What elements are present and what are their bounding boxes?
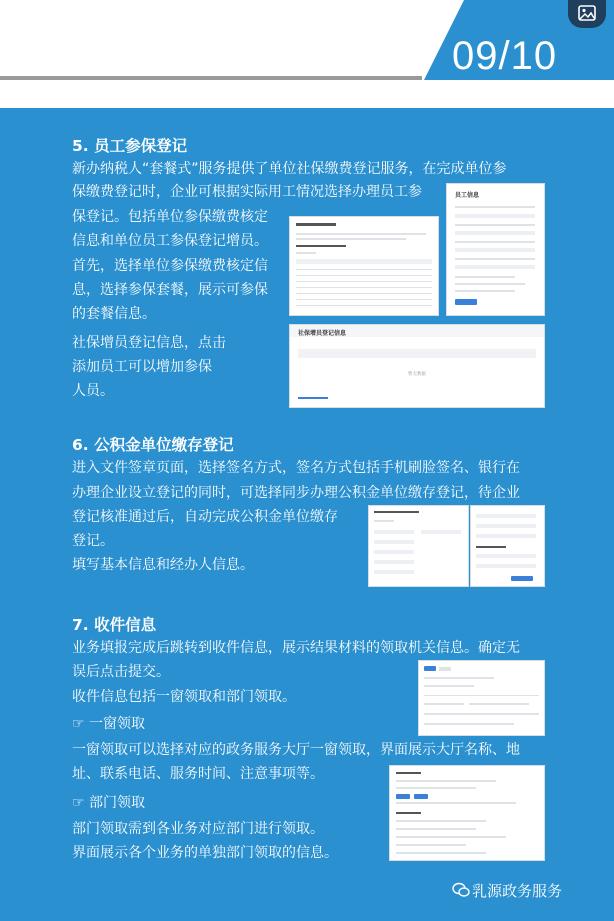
section5-line: 保登记。包括单位参保缴费核定 [72, 209, 268, 225]
section6-line: 进入文件签章页面，选择签名方式，签名方式包括手机刷脸签名、银行在 [72, 460, 520, 476]
section5-line: 信息和单位员工参保登记增员。 [72, 233, 268, 249]
wechat-icon [452, 882, 470, 902]
screenshot-fund-agent-info [470, 505, 545, 587]
section5-line: 人员。 [72, 383, 114, 399]
screenshot-fund-basic-info [368, 505, 469, 587]
section5-title: 5. 员工参保登记 [72, 137, 188, 155]
header-divider [0, 76, 422, 80]
register-empty-text: 暂无数据 [408, 372, 426, 377]
section7-sub1-title: ☞ 一窗领取 [72, 716, 146, 732]
section5-line: 保缴费登记时，企业可根据实际用工情况选择办理员工参 [72, 184, 422, 200]
section6-line: 登记。 [72, 533, 114, 549]
section7-line: 收件信息包括一窗领取和部门领取。 [72, 689, 296, 705]
screenshot-window-pickup [418, 660, 545, 736]
screenshot-register-info [289, 324, 545, 408]
section5-line: 的套餐信息。 [72, 306, 156, 322]
section7-sub2-title: ☞ 部门领取 [72, 795, 146, 811]
image-icon[interactable] [568, 0, 606, 28]
watermark-text: 乳源政务服务 [472, 882, 563, 900]
screenshot-staff-info [446, 183, 545, 316]
section6-title: 6. 公积金单位缴存登记 [72, 436, 234, 454]
section5-line: 首先，选择单位参保缴费核定信 [72, 258, 268, 274]
register-info-title: 社保增员登记信息 [298, 330, 347, 337]
section5-line: 息，选择参保套餐，展示可参保 [72, 282, 268, 298]
section7-sub1-line: 址、联系电话、服务时间、注意事项等。 [72, 766, 324, 782]
section7-sub2-line: 界面展示各个业务的单独部门领取的信息。 [72, 845, 338, 861]
header [0, 0, 614, 108]
section7-title: 7. 收件信息 [72, 616, 157, 634]
screenshot-contribution-table [289, 216, 439, 316]
section6-line: 登记核准通过后，自动完成公积金单位缴存 [72, 509, 338, 525]
section5-line: 社保增员登记信息，点击 [72, 335, 226, 351]
section7-line: 业务填报完成后跳转到收件信息，展示结果材料的领取机关信息。确定无 [72, 640, 520, 656]
section7-sub1-line: 一窗领取可以选择对应的政务服务大厅一窗领取，界面展示大厅名称、地 [72, 742, 520, 758]
screenshot-department-pickup [389, 765, 545, 861]
section5-line: 添加员工可以增加参保 [72, 359, 212, 375]
staff-info-title: 员工信息 [455, 192, 480, 199]
page-number: 09/10 [452, 34, 558, 78]
section6-line: 办理企业设立登记的同时，可选择同步办理公积金单位缴存登记，待企业 [72, 485, 520, 501]
section6-line: 填写基本信息和经办人信息。 [72, 557, 254, 573]
section7-sub2-line: 部门领取需到各业务对应部门进行领取。 [72, 821, 324, 837]
section7-line: 误后点击提交。 [72, 664, 170, 680]
section5-line: 新办纳税人“套餐式”服务提供了单位社保缴费登记服务，在完成单位参 [72, 161, 507, 177]
